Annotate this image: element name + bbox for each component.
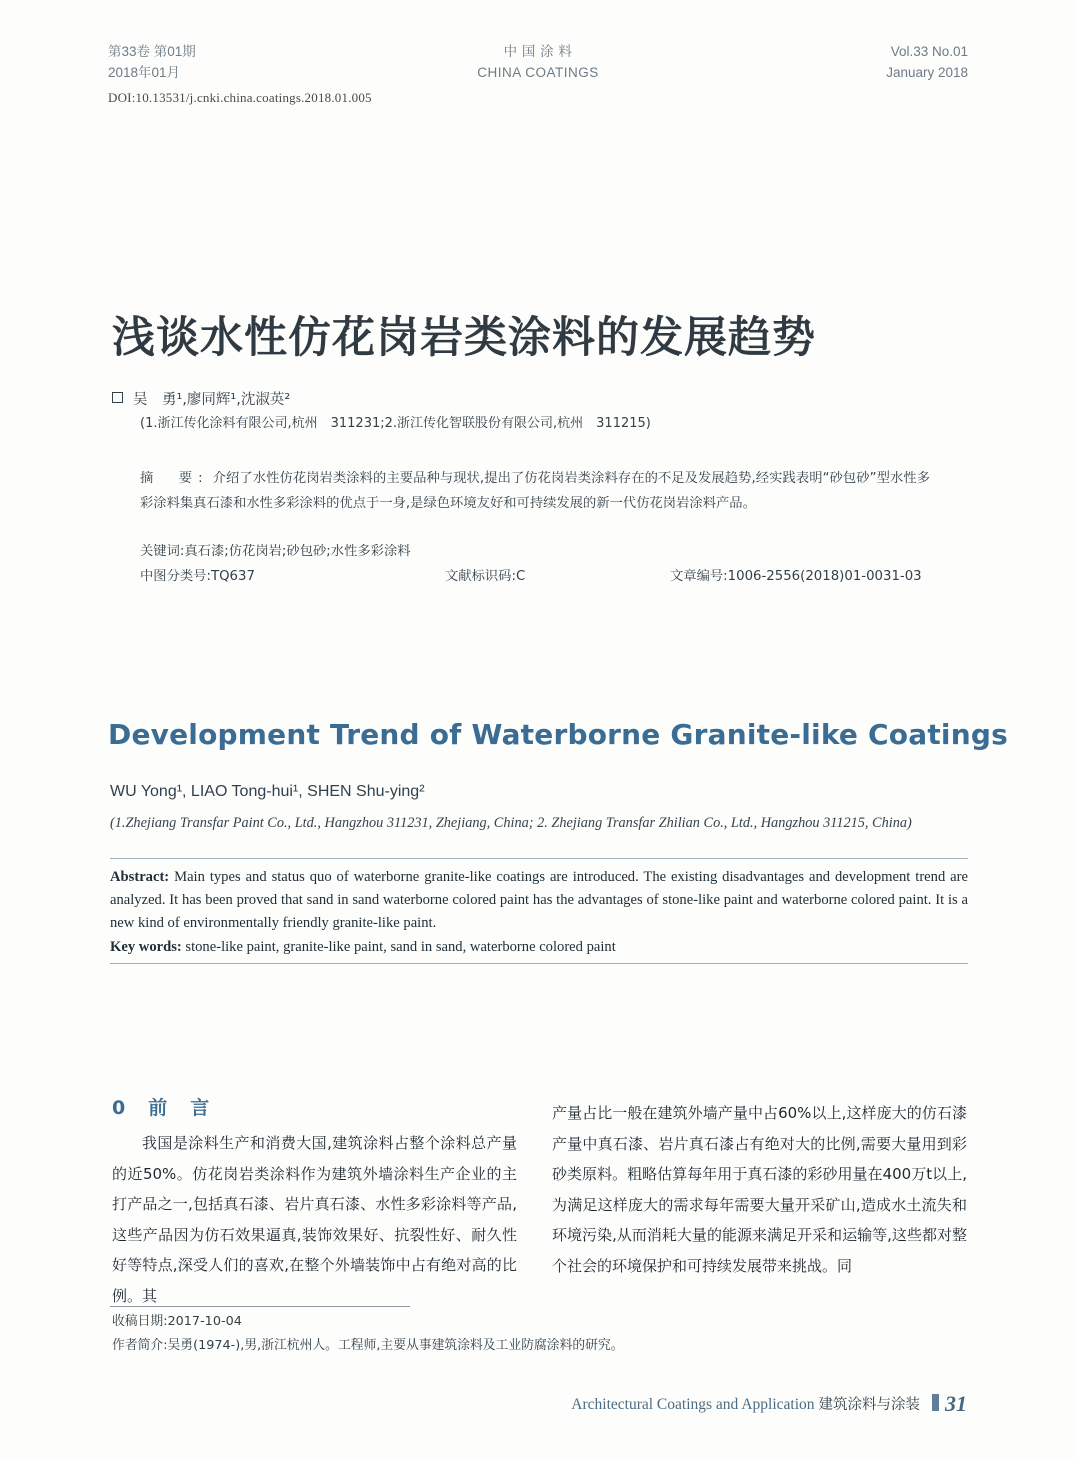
author-bio: 作者简介:吴勇(1974-),男,浙江杭州人。工程师,主要从事建筑涂料及工业防腐涂料的研究。 xyxy=(112,1338,624,1353)
keywords-en xyxy=(110,936,968,959)
abstract-cn-label: 摘 要: xyxy=(140,471,209,486)
affiliation-en: (1.Zhejiang Transfar Paint Co., Ltd., Hangzhou 311231, Zhejiang, China; 2. Zhejiang Transfar Zhilian Co., Ltd., Hangzhou 311215, China) xyxy=(110,815,912,831)
keywords-en-label: Key words: xyxy=(110,939,182,955)
header-volume-issue: 第33卷 第01期 xyxy=(108,44,196,59)
header-volume-issue-en: Vol.33 No.01 xyxy=(890,44,968,59)
doi-text: DOI:10.13531/j.cnki.china.coatings.2018.01.005 xyxy=(108,90,372,105)
body-column-right: 产量占比一般在建筑外墙产量中占60%以上,这样庞大的仿石漆产量中真石漆、岩片真石漆占有绝对大的比例,需要大量用到彩砂类原料。粗略估算每年用于真石漆的彩砂用量在400万t以上,为满足这样庞大的需求每年需要大量开采矿山,造成水土流失和环境污染,从而消耗大量的能源来满足开采和运输等,这些都对整个社会的环境保护和可持续发展带来挑战。同 xyxy=(552,1104,967,1275)
abstract-cn xyxy=(140,466,930,516)
footer-section-cn: 建筑涂料与涂装 xyxy=(818,1397,920,1413)
page-number: 31 xyxy=(945,1391,967,1416)
header-date-cn: 2018年01月 xyxy=(108,65,181,80)
footnote-divider xyxy=(110,1306,410,1307)
header-journal-cn: 中 国 涂 料 xyxy=(503,44,573,59)
abstract-en-text: Main types and status quo of waterborne granite-like coatings are introduced. The existing disadvantages and development trend are analyzed. It has been proved that sand in sand waterborne colored paint has the advantages of stone-like paint and waterborne colored paint. It is a new kind of environmentally friendly granite-like paint. xyxy=(110,869,968,931)
bullet-square-icon xyxy=(112,392,123,403)
authors-cn-text: 吴 勇¹,廖同辉¹,沈淑英² xyxy=(133,392,291,408)
section-heading-intro: 0 前 言 xyxy=(112,1097,212,1119)
page-footer xyxy=(571,1391,967,1421)
body-column-left: 我国是涂料生产和消费大国,建筑涂料占整个涂料总产量的近50%。仿花岗岩类涂料作为建筑外墙涂料生产企业的主打产品之一,包括真石漆、岩片真石漆、水性多彩涂料等产品,这些产品因为仿石效果逼真,装饰效果好、抗裂性好、耐久性好等特点,深受人们的喜欢,在整个外墙装饰中占有绝对高的比例。其 xyxy=(112,1134,517,1305)
divider-top xyxy=(110,858,968,859)
metadata-cn xyxy=(140,565,940,587)
page-title-en: Development Trend of Waterborne Granite-like Coatings xyxy=(108,718,1008,751)
authors-en: WU Yong¹, LIAO Tong-hui¹, SHEN Shu-ying² xyxy=(110,783,425,800)
article-id: 文章编号:1006-2556(2018)01-0031-03 xyxy=(670,569,922,584)
abstract-en-label: Abstract: xyxy=(110,869,170,885)
document-code: 文献标识码:C xyxy=(445,569,526,584)
keywords-en-text: stone-like paint, granite-like paint, sand in sand, waterborne colored paint xyxy=(181,939,616,955)
page-header xyxy=(108,42,968,88)
abstract-cn-text: 介绍了水性仿花岗岩类涂料的主要品种与现状,提出了仿花岗岩类涂料存在的不足及发展趋势,经实践表明“砂包砂”型水性多彩涂料集真石漆和水性多彩涂料的优点于一身,是绿色环境友好和可持续发展的新一代仿花岗岩涂料产品。 xyxy=(140,471,930,511)
divider-bottom xyxy=(110,963,968,964)
affiliation-cn: (1.浙江传化涂料有限公司,杭州 311231;2.浙江传化智联股份有限公司,杭州 311215) xyxy=(140,416,651,431)
footnotes xyxy=(112,1310,712,1358)
authors-cn xyxy=(112,388,962,409)
footer-section-en: Architectural Coatings and Application xyxy=(571,1396,815,1413)
keywords-cn: 关键词:真石漆;仿花岗岩;砂包砂;水性多彩涂料 xyxy=(140,544,411,559)
footer-bar-icon xyxy=(932,1394,939,1411)
page-title-cn: 浅谈水性仿花岗岩类涂料的发展趋势 xyxy=(112,313,816,363)
header-date-en: January 2018 xyxy=(886,65,968,80)
clc-number: 中图分类号:TQ637 xyxy=(140,569,255,584)
abstract-en xyxy=(110,866,968,935)
header-journal-en: CHINA COATINGS xyxy=(477,65,599,80)
received-date: 收稿日期:2017-10-04 xyxy=(112,1314,242,1329)
